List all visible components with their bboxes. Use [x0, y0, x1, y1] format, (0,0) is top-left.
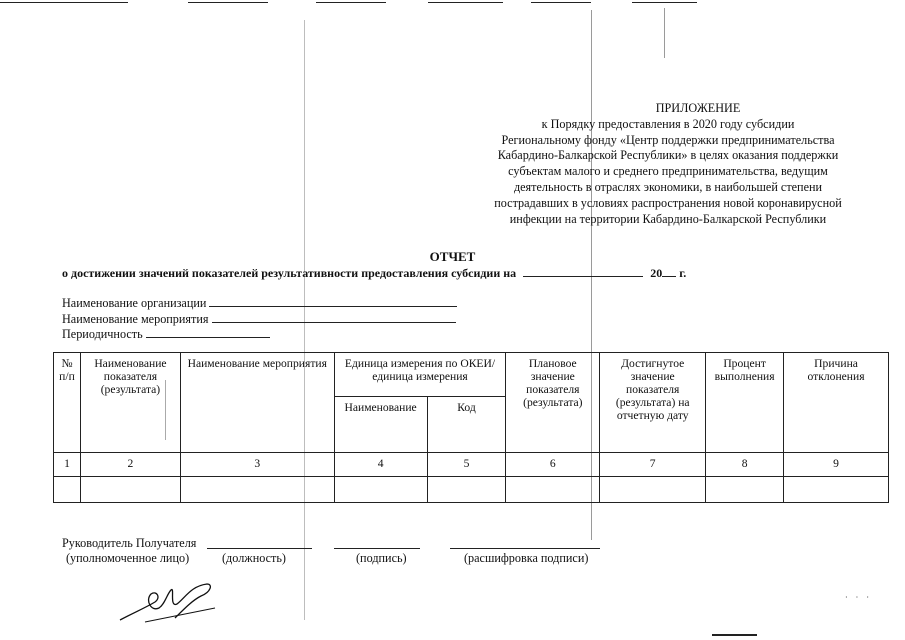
appendix-title: ПРИЛОЖЕНИЕ	[655, 101, 741, 115]
empty-cell[interactable]	[54, 477, 81, 503]
appendix-line: пострадавших в условиях распространения новой коронавирусной	[494, 195, 842, 210]
empty-cell[interactable]	[706, 477, 784, 503]
organization-field	[62, 295, 457, 311]
appendix-line: деятельность в отраслях экономики, в наибольшей степени	[513, 179, 823, 194]
organization-blank[interactable]	[209, 295, 457, 307]
top-border-line	[188, 2, 268, 3]
column-number: 3	[180, 453, 334, 477]
decoding-line[interactable]	[450, 548, 600, 549]
report-table	[53, 352, 889, 503]
header-event: Наименование мероприятия	[180, 353, 334, 453]
appendix-line: инфекции на территории Кабардино-Балкарской Республики	[509, 211, 827, 226]
report-subtitle-text: о достижении значений показателей результативности предоставления субсидии на	[62, 266, 517, 280]
sign-line[interactable]	[334, 548, 420, 549]
header-percent: Процент выполнения	[706, 353, 784, 453]
empty-cell[interactable]	[506, 477, 600, 503]
scan-fold-line	[664, 8, 665, 58]
column-number: 8	[706, 453, 784, 477]
periodicity-field	[62, 326, 270, 342]
header-num: № п/п	[54, 353, 81, 453]
empty-cell[interactable]	[427, 477, 506, 503]
year-suffix: г.	[679, 266, 687, 280]
periodicity-blank[interactable]	[146, 326, 270, 338]
table-row	[54, 477, 889, 503]
appendix-line: субъектам малого и среднего предпринимательства, ведущим	[508, 164, 828, 179]
top-border-line	[0, 2, 128, 3]
sign-caption: (подпись)	[356, 551, 407, 565]
appendix-block	[466, 101, 870, 227]
column-number: 7	[600, 453, 706, 477]
column-number: 9	[784, 453, 889, 477]
head-label: Руководитель Получателя	[62, 536, 197, 550]
position-caption: (должность)	[222, 551, 286, 565]
scan-specks: ···	[845, 593, 877, 602]
header-achieved: Достигнутое значение показателя (результата) на отчетную дату	[600, 353, 706, 453]
column-number: 2	[80, 453, 180, 477]
column-number: 6	[506, 453, 600, 477]
empty-cell[interactable]	[180, 477, 334, 503]
decoding-caption: (расшифровка подписи)	[464, 551, 589, 565]
periodicity-label: Периодичность	[62, 327, 143, 341]
header-reason: Причина отклонения	[784, 353, 889, 453]
top-border-line	[316, 2, 386, 3]
event-label: Наименование мероприятия	[62, 312, 209, 326]
bottom-border-line	[712, 634, 757, 636]
header-unit-name: Наименование	[334, 397, 427, 453]
event-field	[62, 311, 456, 327]
year-prefix: 20	[650, 266, 663, 280]
empty-cell[interactable]	[80, 477, 180, 503]
year-blank[interactable]	[662, 265, 676, 277]
column-number: 1	[54, 453, 81, 477]
authorized-label: (уполномоченное лицо)	[66, 551, 190, 565]
header-unit-code: Код	[427, 397, 506, 453]
appendix-line: к Порядку предоставления в 2020 году субсидии	[541, 116, 795, 131]
column-number: 4	[334, 453, 427, 477]
header-planned: Плановое значение показателя (результата)	[506, 353, 600, 453]
top-border-line	[632, 2, 697, 3]
column-number: 5	[427, 453, 506, 477]
event-blank[interactable]	[212, 311, 456, 323]
date-blank[interactable]	[523, 265, 643, 277]
empty-cell[interactable]	[334, 477, 427, 503]
appendix-line: Кабардино-Балкарской Республики» в целях оказания поддержки	[497, 148, 839, 163]
report-title: ОТЧЕТ	[429, 249, 476, 264]
top-border-line	[531, 2, 591, 3]
header-unit: Единица измерения по ОКЕИ/единица измерения	[334, 353, 506, 397]
report-subtitle	[62, 265, 686, 281]
position-line[interactable]	[207, 548, 312, 549]
handwritten-signature	[115, 578, 225, 628]
header-indicator: Наименование показателя (результата)	[80, 353, 180, 453]
empty-cell[interactable]	[600, 477, 706, 503]
empty-cell[interactable]	[784, 477, 889, 503]
organization-label: Наименование организации	[62, 296, 207, 310]
top-border-line	[428, 2, 503, 3]
appendix-line: Региональному фонду «Центр поддержки предпринимательства	[501, 132, 835, 147]
